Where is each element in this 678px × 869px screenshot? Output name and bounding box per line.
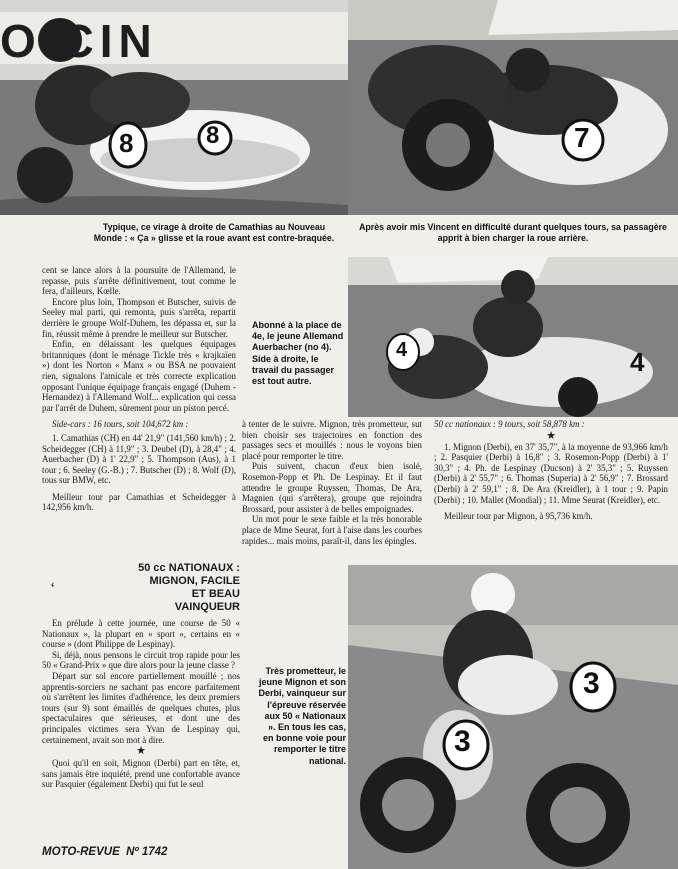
bike-number-side: 3 bbox=[454, 725, 471, 758]
paragraph: Si, déjà, nous pensons le circuit trop rapide pour les 50 « Grand-Prix » que dire alors pour la jeune classe ? bbox=[42, 649, 240, 671]
paragraph: Quoi qu'il en soit, Mignon (Derbi) part en tête, et, sans jamais être inquiété, prend une confortable avance sur Pasquier (également Derbi) qui fut le seul bbox=[42, 758, 240, 790]
photo-vincent-sidecar bbox=[348, 0, 678, 215]
heading-line: VAINQUEUR bbox=[174, 601, 240, 613]
paragraph: Puis suivent, chacun d'eux bien isolé, Rosemon-Popp et Ph. De Lespinay. Et il faut attendre le groupe Ruyssen, Thomas, De Ara, Magnien (qui s'arrêtera), groupe que rejoindra Brossard, pour assister à de belles empoignades. bbox=[242, 461, 422, 514]
caption-camathias: Typique, ce virage à droite de Camathias au Nouveau Monde : « Ça » glisse et la roue avant est contre-braquée. bbox=[93, 222, 335, 244]
results-list: 1. Camathias (CH) en 44' 21,9" (141,560 km/h) ; 2. Scheidegger (CH) à 11,9" ; 3. Deubel (D), à 28,4" ; 4. Auerbacher (D) à 1' 22,9" ; 5. Thompson (Aus), à 1 tour ; 6. Seeley (G.-B.) ; 7. Butscher (D) ; 8. Wolf (D), tous sur BMW, etc. bbox=[42, 432, 236, 486]
heading-line: 50 cc NATIONAUX : bbox=[138, 562, 240, 574]
best-lap: Meilleur tour par Mignon, à 95,736 km/h. bbox=[444, 511, 593, 522]
paragraph: En prélude à cette journée, une course de 50 « Nationaux », la plupart en « sport », certains en « course » (dont Philippe de Lespinay). bbox=[42, 618, 240, 650]
caption-vincent: Après avoir mis Vincent en difficulté durant quelques tours, sa passagère apprit à bien charger la roue arrière. bbox=[359, 222, 667, 244]
page-footer: MOTO-REVUE Nº 1742 bbox=[42, 846, 168, 858]
sidecar-number-front: 8 bbox=[119, 128, 134, 158]
column-middle-upper bbox=[242, 419, 422, 546]
sidecar-number-side: 4 bbox=[630, 347, 645, 377]
paragraph: Départ sur sol encore partiellement mouillé ; nos apprentis-sorciers ne sachant pas encore parfaitement où s'arrêtent les limites d'adhérence, les deux premiers tours (sur 9) sont émaillés de quelques chutes, plus spectaculaires que sérieuses, et dont une des principales victimes sera Yvan de Lespinay qui, certainement, avait son mot à dire. bbox=[42, 670, 240, 745]
photo-auerbacher-sidecar bbox=[348, 257, 678, 417]
results-title: Side-cars : 16 tours, soit 104,672 km : bbox=[52, 419, 189, 430]
column-left-lower bbox=[42, 618, 240, 790]
paragraph: Un mot pour le sexe faible et la très honorable place de Mme Seurat, fort à l'aise dans les courbes rapides... mais moins, paraît-il, dans les épingles. bbox=[242, 514, 422, 546]
bike-number-front: 3 bbox=[583, 667, 600, 700]
heading-line: ET BEAU bbox=[191, 588, 240, 600]
heading-line: MIGNON, FACILE bbox=[149, 575, 240, 587]
section-heading bbox=[80, 562, 240, 614]
paragraph: à tenter de le suivre. Mignon, très prometteur, sut bien choisir ses trajectoires en fonction des passages secs et mouillés : nous le voyons bien placé pour remporter le titre. bbox=[242, 419, 422, 461]
column-left-upper bbox=[42, 265, 236, 513]
star-separator: ★ bbox=[136, 745, 146, 758]
best-lap: Meilleur tour par Camathias et Scheidegger à 142,956 km/h. bbox=[42, 491, 236, 513]
star-separator: ★ bbox=[546, 429, 556, 442]
sidecar-number-front: 4 bbox=[396, 339, 408, 361]
caption-mignon: Très prometteur, le jeune Mignon et son Derbi, vainqueur sur l'épreuve réservée aux 50 « Nationaux ». En tous les cas, en bonne voie pour remporter le titre national. bbox=[258, 666, 346, 766]
results-title: 50 cc nationaux : 9 tours, soit 58,878 km : bbox=[434, 419, 585, 429]
paragraph: Enfin, en délaissant les quelques équipages britanniques (dont le ménage Tickle très « krajkaïen ») dont les Norton « Manx » ou BSA ne pouvaient rien, signalons l'amicale et très correcte explication opposant l'unique équipage français engagé (Duhem - Hernandez) à l'Allemand Wolf... explication qui cessa par l'arrêt de Duhem, sûrement pour un piston percé. bbox=[42, 339, 236, 413]
photo-mignon-derbi bbox=[348, 565, 678, 869]
photo-camathias-sidecar bbox=[0, 0, 348, 215]
results-list: 1. Mignon (Derbi), en 37' 35,7", à la moyenne de 93,966 km/h ; 2. Pasquier (Derbi) à 16,8" ; 3. Rosemon-Popp (Derbi) à 1' 30,3" ; 4. Ph. de Lespinay (Ducson) à 2' 35,3" ; 5. Ruyssen (Derbi) à 2' 55,7" ; 6. Thomas (Superia) à 2' 56,9" ; 7. Brossard (Derbi) à 2' 59,1" ; 8. De Ara (Kreidler), à 1 tour ; 9. Papin (Derbi) ; 10. Mallet (Mondial) ; 11. Mme Seurat (Kreidler), etc. bbox=[434, 441, 668, 505]
sidecar-number-side: 8 bbox=[206, 122, 220, 149]
sidecar-number: 7 bbox=[574, 122, 590, 153]
paragraph: Encore plus loin, Thompson et Butscher, suivis de Seeley mal parti, qui remonta, puis s'arrêta, repartit derrière le groupe Wolf-Duhem, les dépassa et, sur la fin, réussit même à prendre le meilleur sur Butscher. bbox=[42, 296, 236, 339]
photo-banner-text: O CIN bbox=[0, 15, 158, 67]
paragraph: cent se lance alors à la poursuite de l'Allemand, le repasse, puis s'arrête définitivement, tout comme le fera, d'ailleurs, Kœlle. bbox=[42, 265, 236, 297]
stray-mark: ‘ bbox=[50, 580, 56, 597]
column-right-results bbox=[434, 419, 668, 522]
caption-auerbacher: Abonné à la place de 4e, le jeune Allemand Auerbacher (no 4). Side à droite, le travail du passager est tout autre. bbox=[252, 320, 344, 387]
